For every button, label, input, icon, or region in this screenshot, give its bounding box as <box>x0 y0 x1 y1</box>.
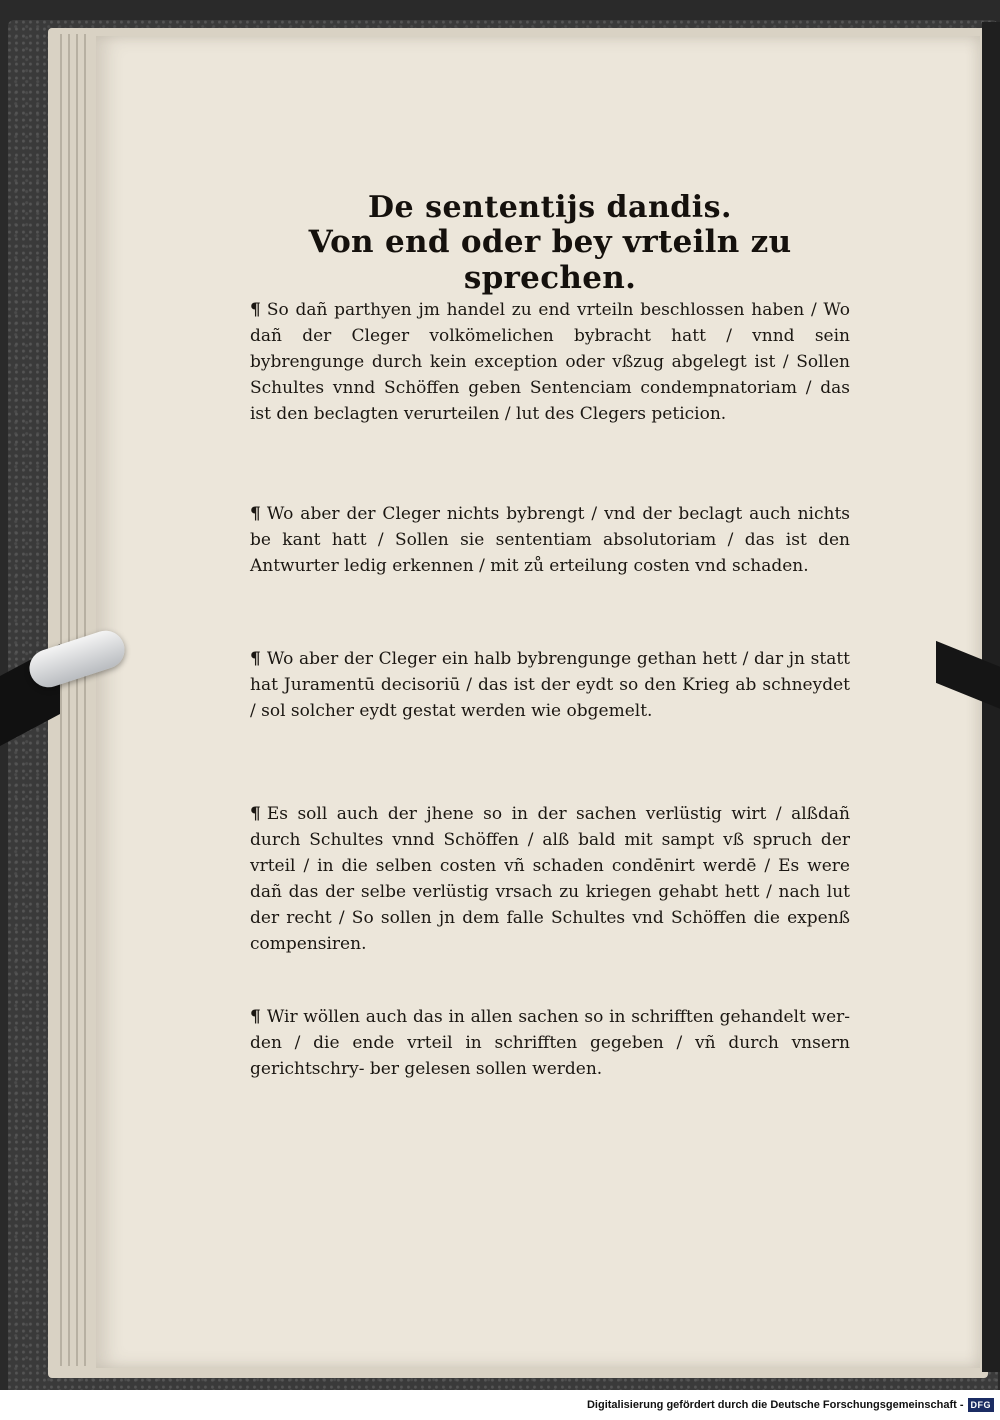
page-edge <box>60 34 62 1366</box>
paragraph-2 <box>250 501 850 579</box>
pilcrow-icon: ¶ <box>250 649 261 669</box>
credit-text: Digitalisierung gefördert durch die Deutsche Forschungsgemeinschaft - <box>586 1399 964 1411</box>
paragraph-text: Wo aber der Cleger nichts bybrengt / vnd der beclagt auch nichts be kant hatt / Sollen sie sententiam absolutoriam / das ist den Antwurter ledig erkennen / mit zů erteilung costen vnd schaden. <box>250 504 850 576</box>
page-edge <box>68 34 70 1366</box>
page-title-latin: De sententijs dandis. <box>368 190 732 225</box>
paragraph-1 <box>250 297 850 427</box>
paragraph-4 <box>250 801 850 957</box>
page-edge <box>76 34 78 1366</box>
page-title-german: Von end oder bey vrteiln zu sprechen. <box>308 224 792 296</box>
paragraph-5 <box>250 1004 850 1082</box>
page-edge <box>84 34 86 1366</box>
paragraph-text: Es soll auch der jhene so in der sachen verlüstig wirt / alßdañ durch Schultes vnnd Schöffen / alß bald mit sampt vß spruch der vrteil / in die selben costen vñ schaden condēnirt werdē / Es were dañ das der selbe verlüstig vrsach zu kriegen gehabt hett / nach lut der recht / So sollen jn dem falle Schultes vnd Schöffen die expenß compensiren. <box>250 804 850 954</box>
pilcrow-icon: ¶ <box>250 300 261 320</box>
pilcrow-icon: ¶ <box>250 504 261 524</box>
dfg-logo-icon: DFG <box>968 1398 995 1412</box>
pilcrow-icon: ¶ <box>250 804 261 824</box>
paragraph-text: So dañ parthyen jm handel zu end vrteiln beschlossen haben / Wo dañ der Cleger volkömelichen bybracht hatt / vnnd sein bybrengunge durch kein exception oder vßzug abgelegt ist / Sollen Schultes vnnd Schöffen geben Sentenciam condempnatoriam / das ist den beclagten verurteilen / lut des Clegers peticion. <box>250 300 850 424</box>
digitization-credit <box>587 1396 994 1414</box>
pilcrow-icon: ¶ <box>250 1007 261 1027</box>
paragraph-text: Wir wöllen auch das in allen sachen so in schrifften gehandelt wer- den / die ende vrteil in schrifften gegeben / vñ durch vnsern gerichtschry- ber gelesen sollen werden. <box>250 1007 850 1079</box>
paragraph-3 <box>250 646 850 724</box>
paragraph-text: Wo aber der Cleger ein halb bybrengunge gethan hett / dar jn statt hat Juramentū decisoriū / das ist der eydt so den Krieg ab schneydet / sol solcher eydt gestat werden wie obgemelt. <box>250 649 850 721</box>
